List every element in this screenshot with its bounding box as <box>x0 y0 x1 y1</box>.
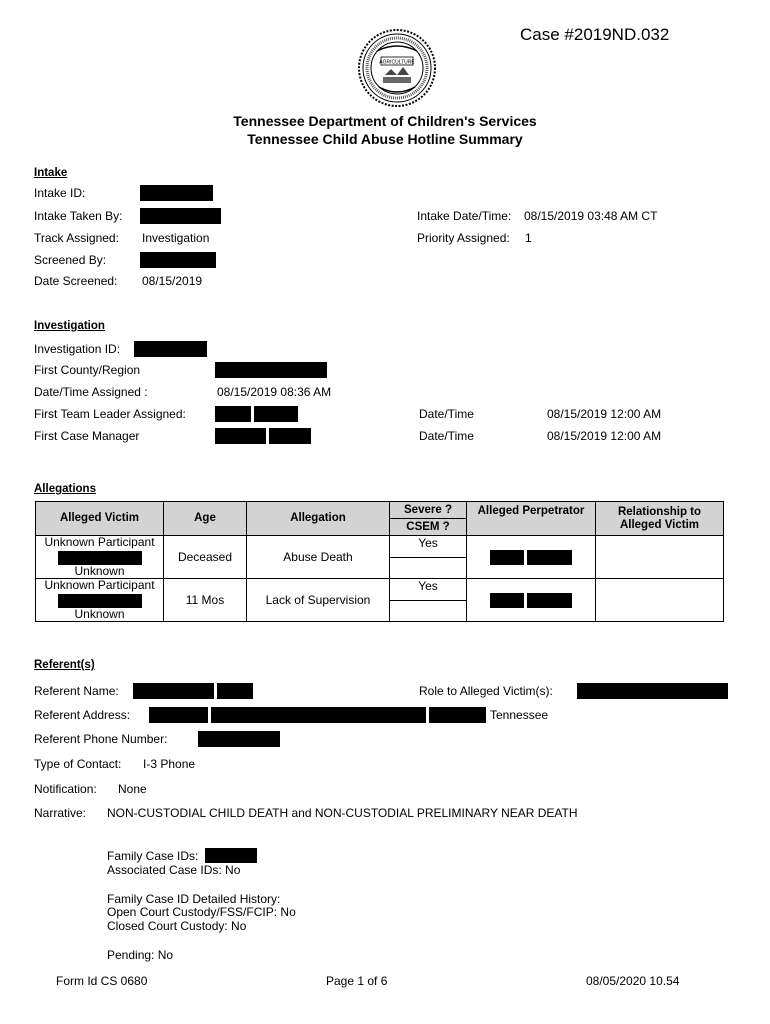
intake-date-time-label: Intake Date/Time: <box>417 209 512 223</box>
pending-status: Pending: No <box>107 948 174 962</box>
header-alleged-victim: Alleged Victim <box>36 502 164 536</box>
investigation-section-title: Investigation <box>34 320 105 332</box>
intake-taken-by-redaction <box>140 208 221 224</box>
header-relationship: Relationship to Alleged Victim <box>596 502 724 536</box>
referent-address-redaction-2 <box>211 707 426 723</box>
footer-page-number: Page 1 of 6 <box>326 974 388 988</box>
priority-assigned-label: Priority Assigned: <box>417 231 510 245</box>
allegations-section-title: Allegations <box>34 483 96 495</box>
perpetrator-redaction-1 <box>490 550 524 565</box>
narrative-value: NON-CUSTODIAL CHILD DEATH and NON-CUSTODIAL PRELIMINARY NEAR DEATH <box>107 806 578 820</box>
tennessee-state-seal-icon <box>357 27 437 109</box>
referent-name-redaction-1 <box>133 683 214 699</box>
referent-address-redaction-1 <box>149 707 208 723</box>
severe-cell: Yes <box>390 579 467 601</box>
severe-cell: Yes <box>390 536 467 558</box>
header-alleged-perpetrator: Alleged Perpetrator <box>467 502 596 536</box>
first-county-label: First County/Region <box>34 363 141 377</box>
referent-address-redaction-3 <box>429 707 486 723</box>
referent-address-state: Tennessee <box>490 708 549 722</box>
referent-phone-label: Referent Phone Number: <box>34 732 168 746</box>
intake-id-label: Intake ID: <box>34 186 86 200</box>
priority-assigned-value: 1 <box>525 231 532 245</box>
referent-address-label: Referent Address: <box>34 708 131 722</box>
referent-name-label: Referent Name: <box>34 684 119 698</box>
perpetrator-cell <box>467 579 596 622</box>
victim-name-text: Unknown Participant <box>44 578 155 592</box>
intake-id-redaction <box>140 185 213 201</box>
referent-phone-redaction <box>198 731 280 747</box>
relationship-cell <box>596 536 724 579</box>
allegation-cell: Lack of Supervision <box>247 579 390 622</box>
perpetrator-redaction-2 <box>527 593 572 608</box>
team-leader-redaction-2 <box>254 406 298 422</box>
case-number: Case #2019ND.032 <box>520 25 670 44</box>
victim-unknown-text: Unknown <box>74 564 125 578</box>
screened-by-redaction <box>140 252 216 268</box>
screened-by-label: Screened By: <box>34 253 107 267</box>
case-manager-redaction-2 <box>269 428 311 444</box>
team-leader-redaction-1 <box>215 406 251 422</box>
footer-print-date: 08/05/2020 10.54 <box>586 974 680 988</box>
seal-text: AGRICULTURE <box>379 59 415 66</box>
relationship-cell <box>596 579 724 622</box>
open-court-custody: Open Court Custody/FSS/FCIP: No <box>107 905 296 919</box>
victim-cell <box>36 579 164 622</box>
header-severe: Severe ? <box>390 502 467 519</box>
referent-name-redaction-2 <box>217 683 253 699</box>
type-of-contact-label: Type of Contact: <box>34 757 122 771</box>
referents-section-title: Referent(s) <box>34 659 95 671</box>
notification-label: Notification: <box>34 782 97 796</box>
victim-redaction <box>58 594 142 608</box>
family-case-ids-redaction <box>205 848 257 863</box>
department-title: Tennessee Department of Children's Services <box>233 113 537 129</box>
narrative-label: Narrative: <box>34 806 87 820</box>
victim-name-text: Unknown Participant <box>44 535 155 549</box>
perpetrator-cell <box>467 536 596 579</box>
date-screened-label: Date Screened: <box>34 274 118 288</box>
role-to-victim-redaction <box>577 683 728 699</box>
case-manager-label: First Case Manager <box>34 429 140 443</box>
track-assigned-value: Investigation <box>142 231 210 245</box>
header-age: Age <box>164 502 247 536</box>
date-time-assigned-value: 08/15/2019 08:36 AM <box>217 385 332 399</box>
table-row <box>36 579 724 601</box>
age-cell: Deceased <box>164 536 247 579</box>
header-allegation: Allegation <box>247 502 390 536</box>
type-of-contact-value: I-3 Phone <box>143 757 196 771</box>
family-case-ids-label: Family Case IDs: <box>107 849 199 863</box>
associated-case-ids: Associated Case IDs: No <box>107 863 241 877</box>
table-row <box>36 536 724 558</box>
victim-redaction <box>58 551 142 565</box>
team-leader-label: First Team Leader Assigned: <box>34 407 186 421</box>
intake-section-title: Intake <box>34 167 68 179</box>
report-title: Tennessee Child Abuse Hotline Summary <box>247 131 523 147</box>
csem-cell <box>390 600 467 622</box>
team-leader-date-time-label: Date/Time <box>419 407 474 421</box>
csem-cell <box>390 557 467 579</box>
header-csem: CSEM ? <box>390 519 467 536</box>
age-cell: 11 Mos <box>164 579 247 622</box>
allegations-table <box>35 501 724 622</box>
intake-date-time-value: 08/15/2019 03:48 AM CT <box>524 209 658 223</box>
intake-taken-by-label: Intake Taken By: <box>34 209 123 223</box>
notification-value: None <box>118 782 147 796</box>
role-to-victim-label: Role to Alleged Victim(s): <box>419 684 553 698</box>
perpetrator-redaction-1 <box>490 593 524 608</box>
investigation-id-label: Investigation ID: <box>34 342 121 356</box>
date-time-assigned-label: Date/Time Assigned : <box>34 385 148 399</box>
closed-court-custody: Closed Court Custody: No <box>107 919 247 933</box>
perpetrator-redaction-2 <box>527 550 572 565</box>
case-manager-date-time-label: Date/Time <box>419 429 474 443</box>
case-manager-date-time-value: 08/15/2019 12:00 AM <box>547 429 662 443</box>
team-leader-date-time-value: 08/15/2019 12:00 AM <box>547 407 662 421</box>
victim-unknown-text: Unknown <box>74 607 125 621</box>
date-screened-value: 08/15/2019 <box>142 274 203 288</box>
first-county-redaction <box>215 362 327 378</box>
case-manager-redaction-1 <box>215 428 266 444</box>
track-assigned-label: Track Assigned: <box>34 231 119 245</box>
investigation-id-redaction <box>134 341 207 357</box>
detailed-history-label: Family Case ID Detailed History: <box>107 892 281 906</box>
footer-form-id: Form Id CS 0680 <box>56 974 148 988</box>
victim-cell <box>36 536 164 579</box>
allegation-cell: Abuse Death <box>247 536 390 579</box>
